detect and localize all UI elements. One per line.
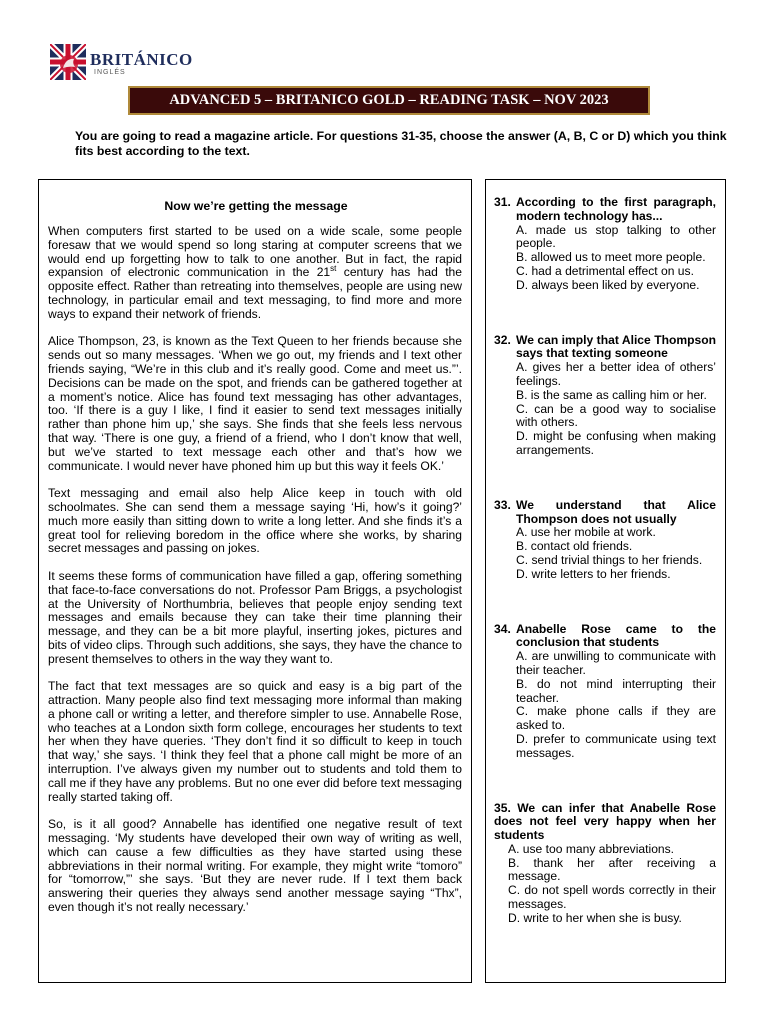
- option-a: A. use her mobile at work.: [516, 525, 656, 540]
- option-c: C. send trivial things to her friends.: [516, 552, 703, 567]
- questions-panel: [485, 179, 726, 983]
- britanico-logo: [48, 44, 198, 84]
- option-d: D. write to her when she is busy.: [508, 910, 682, 925]
- union-jack-lion-icon: [50, 44, 86, 80]
- article-paragraph: The fact that text messages are so quick and easy is a big part of the attraction. Many people also find text messaging more informal than making a phone call or writing a letter, and therefore simpler to use. Annabelle Rose, who teaches at a London sixth form college, encourages her students to text her when they have queries. ‘They don’t find it so difficult to keep in touch that way,’ she says. ‘I think they feel that a phone call might be more of an interruption. I’ve always given my number out to students and told them to call me if they have any problems. But no one ever did before text messaging really started taking off.: [48, 679, 462, 804]
- question-stem: 34. Anabelle Rose came to the conclusion that students: [494, 621, 716, 650]
- article-paragraph: Alice Thompson, 23, is known as the Text Queen to her friends because she sends out so many messages. ‘When we go out, my friends and I text other friends saying, “We’re in this club and it’s really good. Come and meet us.”’. Decisions can be made on the spot, and friends can be gathered together at a moment’s notice. Alice has found text messaging has other advantages, too. ‘If there is a guy I like, I find it easier to send text messages initially rather than phone him up,’ she says. She finds that she feels less nervous that way. ‘There is one guy, a friend of a friend, who I don’t know that well, but we’ve started to text message each other and that’s how we communicate. I would never have phoned him up but this way it feels OK.’: [48, 334, 462, 473]
- article-panel: [38, 179, 472, 983]
- question-33: [494, 499, 716, 582]
- option-b: B. allowed us to meet more people.: [516, 250, 706, 265]
- option-a: A. made us stop talking to other people.: [516, 222, 716, 251]
- option-c: C. can be a good way to socialise with others.: [516, 401, 716, 430]
- article-body: [48, 225, 462, 929]
- article-paragraph: It seems these forms of communication have filled a gap, offering something that face-to-face conversations do not. Professor Pam Briggs, a psychologist at the University of Northumbria, believes that people enjoy sending text messages and emails because they can take their time planning their message, and they can be a bit more playful, inserting jokes, pictures and bits of video clips. Through such additions, she says, they have the chance to present themselves to others in the way they want to.: [48, 568, 462, 666]
- question-stem: 31. According to the first paragraph, modern technology has...: [494, 195, 716, 223]
- option-d: D. prefer to communicate using text messages.: [516, 731, 716, 760]
- article-title: Now we’re getting the message: [164, 199, 348, 213]
- question-32: [494, 334, 716, 458]
- page-title: ADVANCED 5 – BRITANICO GOLD – READING TASK – NOV 2023: [128, 86, 650, 115]
- option-d: D. always been liked by everyone.: [516, 277, 700, 292]
- article-paragraph: When computers first started to be used on a wide scale, some people foresaw that we would spend so long staring at computer screens that we would end up forgetting how to talk to one another. But in fact, the rapid expansion of electronic communication in the 21st century has had the opposite effect. Rather than retreating into themselves, people are using new technology, in particular email and text messaging, to find more and more ways to expand their network of friends.: [48, 224, 463, 321]
- question-stem: 35. We can infer that Anabelle Rose does not feel very happy when her students: [494, 800, 716, 843]
- option-d: D. might be confusing when making arrangements.: [516, 429, 716, 457]
- option-b: B. contact old friends.: [516, 539, 633, 554]
- option-a: A. use too many abbreviations.: [508, 841, 675, 856]
- option-a: A. gives her a better idea of others’ feelings.: [516, 360, 716, 388]
- logo-subtitle: INGLÉS: [94, 69, 126, 76]
- option-c: C. do not spell words correctly in their messages.: [508, 883, 716, 912]
- logo-name: BRITÁNICO: [90, 50, 193, 69]
- article-paragraph: So, is it all good? Annabelle has identified one negative result of text messaging. ‘My students have developed their own way of writing as well, which can cause a few difficulties as they have started using these abbreviations in their normal writing. For example, they might write “tomoro” for “tomorrow,”’ she says. ‘But they are never rude. If I text them back answering their queries they always send another message saying “Thx”, even though it’s not really necessary.’: [48, 817, 462, 915]
- option-c: C. had a detrimental effect on us.: [516, 263, 694, 278]
- option-d: D. write letters to her friends.: [516, 566, 671, 581]
- question-34: [494, 623, 716, 761]
- option-a: A. are unwilling to communicate with their teacher.: [516, 649, 716, 677]
- question-stem: 32. We can imply that Alice Thompson says that texting someone: [494, 332, 716, 361]
- question-35: [494, 802, 716, 926]
- question-stem: 33. We understand that Alice Thompson does not usually: [494, 497, 716, 526]
- option-b: B. thank her after receiving a message.: [508, 855, 716, 884]
- option-c: C. make phone calls if they are asked to.: [516, 704, 716, 733]
- option-b: B. is the same as calling him or her.: [516, 387, 707, 402]
- article-paragraph: Text messaging and email also help Alice keep in touch with old schoolmates. She can send them a message saying ‘Hi, how’s it going?’ much more easily than sitting down to write a long letter. And she finds it’s a great tool for relieving boredom in the office where she works, by sharing secret messages and passing on jokes.: [48, 486, 462, 556]
- option-b: B. do not mind interrupting their teacher.: [516, 676, 716, 705]
- question-31: [494, 196, 716, 293]
- instructions: You are going to read a magazine article. For questions 31-35, choose the answer (A, B, C or D) which you think fits best according to the text.: [75, 129, 727, 158]
